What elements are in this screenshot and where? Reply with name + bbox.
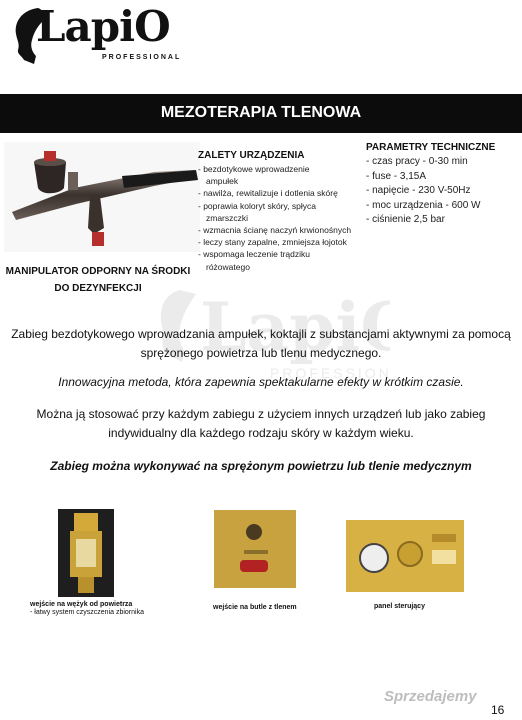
- title-banner: [0, 94, 522, 133]
- list-item: ampułek: [206, 176, 239, 187]
- air-inlet-image: [58, 509, 114, 597]
- paragraph-line: indywidualny dla każdego rodzaju skóry w każdym wieku.: [108, 426, 414, 440]
- params-list: [366, 155, 481, 228]
- list-item: - wspomaga leczenie trądziku: [198, 249, 310, 260]
- list-item: - nawilża, rewitalizuje i dotlenia skórę: [198, 188, 338, 199]
- list-item: - leczy stany zapalne, zmniejsza łojotok: [198, 237, 347, 248]
- oxygen-inlet-photo: [214, 510, 296, 588]
- list-item: różowatego: [206, 261, 250, 272]
- air-inlet-photo: [58, 509, 114, 597]
- page-title: MEZOTERAPIA TLENOWA: [160, 104, 362, 121]
- site-watermark: Sprzedajemy: [384, 688, 477, 705]
- list-item: - czas pracy - 0-30 min: [366, 156, 468, 167]
- list-item: - napięcie - 230 V-50Hz: [366, 185, 471, 197]
- control-panel-caption: panel sterujący: [374, 603, 425, 610]
- params-title: PARAMETRY TECHNICZNE: [366, 142, 496, 153]
- product-caption: MANIPULATOR ODPORNY NA ŚRODKI DO DEZYNFEKCJI: [5, 266, 191, 294]
- list-item: - wzmacnia ścianę naczyń krwionośnych: [198, 225, 352, 236]
- treatment-note: Zabieg można wykonywać na sprężonym powietrzu lub tlenie medycznym: [50, 459, 472, 473]
- page-number: 16: [491, 703, 505, 717]
- advantages-title: ZALETY URZĄDZENIA: [198, 150, 305, 161]
- description-paragraph: [0, 325, 522, 363]
- tagline: Innowacyjna metoda, która zapewnia spektakularne efekty w krótkim czasie.: [58, 375, 464, 389]
- advantages-list: [198, 163, 368, 273]
- oxygen-inlet-caption: wejście na butle z tlenem: [213, 604, 297, 611]
- air-inlet-subcaption: - łatwy system czyszczenia zbiornika: [30, 609, 144, 616]
- logo-subtitle: PROFESSIONAL: [102, 54, 182, 61]
- list-item: - poprawia koloryt skóry, spłyca: [198, 200, 316, 211]
- oxygen-inlet-image: [214, 510, 296, 588]
- control-panel-image: [346, 520, 464, 592]
- paragraph-line: Można ją stosować przy każdym zabiegu z użyciem innych urządzeń lub jako zabieg: [36, 407, 486, 421]
- list-item: - ciśnienie 2,5 bar: [366, 214, 445, 226]
- control-panel-photo: [346, 520, 464, 592]
- svg-text:PROFESSIONAL: PROFESSION: [270, 365, 390, 381]
- list-item: - fuse - 3,15A: [366, 170, 427, 182]
- air-inlet-caption: wejście na wężyk od powietrza: [30, 601, 133, 608]
- airbrush-image: [4, 142, 200, 252]
- list-item: zmarszczki: [206, 212, 249, 223]
- paragraph-line: sprężonego powietrza lub tlenu medycznego.: [140, 346, 382, 360]
- airbrush-illustration: [4, 142, 200, 252]
- usage-paragraph: [0, 405, 522, 443]
- list-item: - moc urządzenia - 600 W: [366, 199, 481, 211]
- paragraph-line: Zabieg bezdotykowego wprowadzania ampułek, koktajli z substancjami aktywnymi za pomocą: [11, 327, 511, 341]
- brand-logo: [10, 4, 180, 68]
- svg-text:LapiO: LapiO: [200, 288, 390, 366]
- logo-wordmark: LapiO: [36, 2, 170, 51]
- list-item: - bezdotykowe wprowadzenie: [198, 164, 310, 174]
